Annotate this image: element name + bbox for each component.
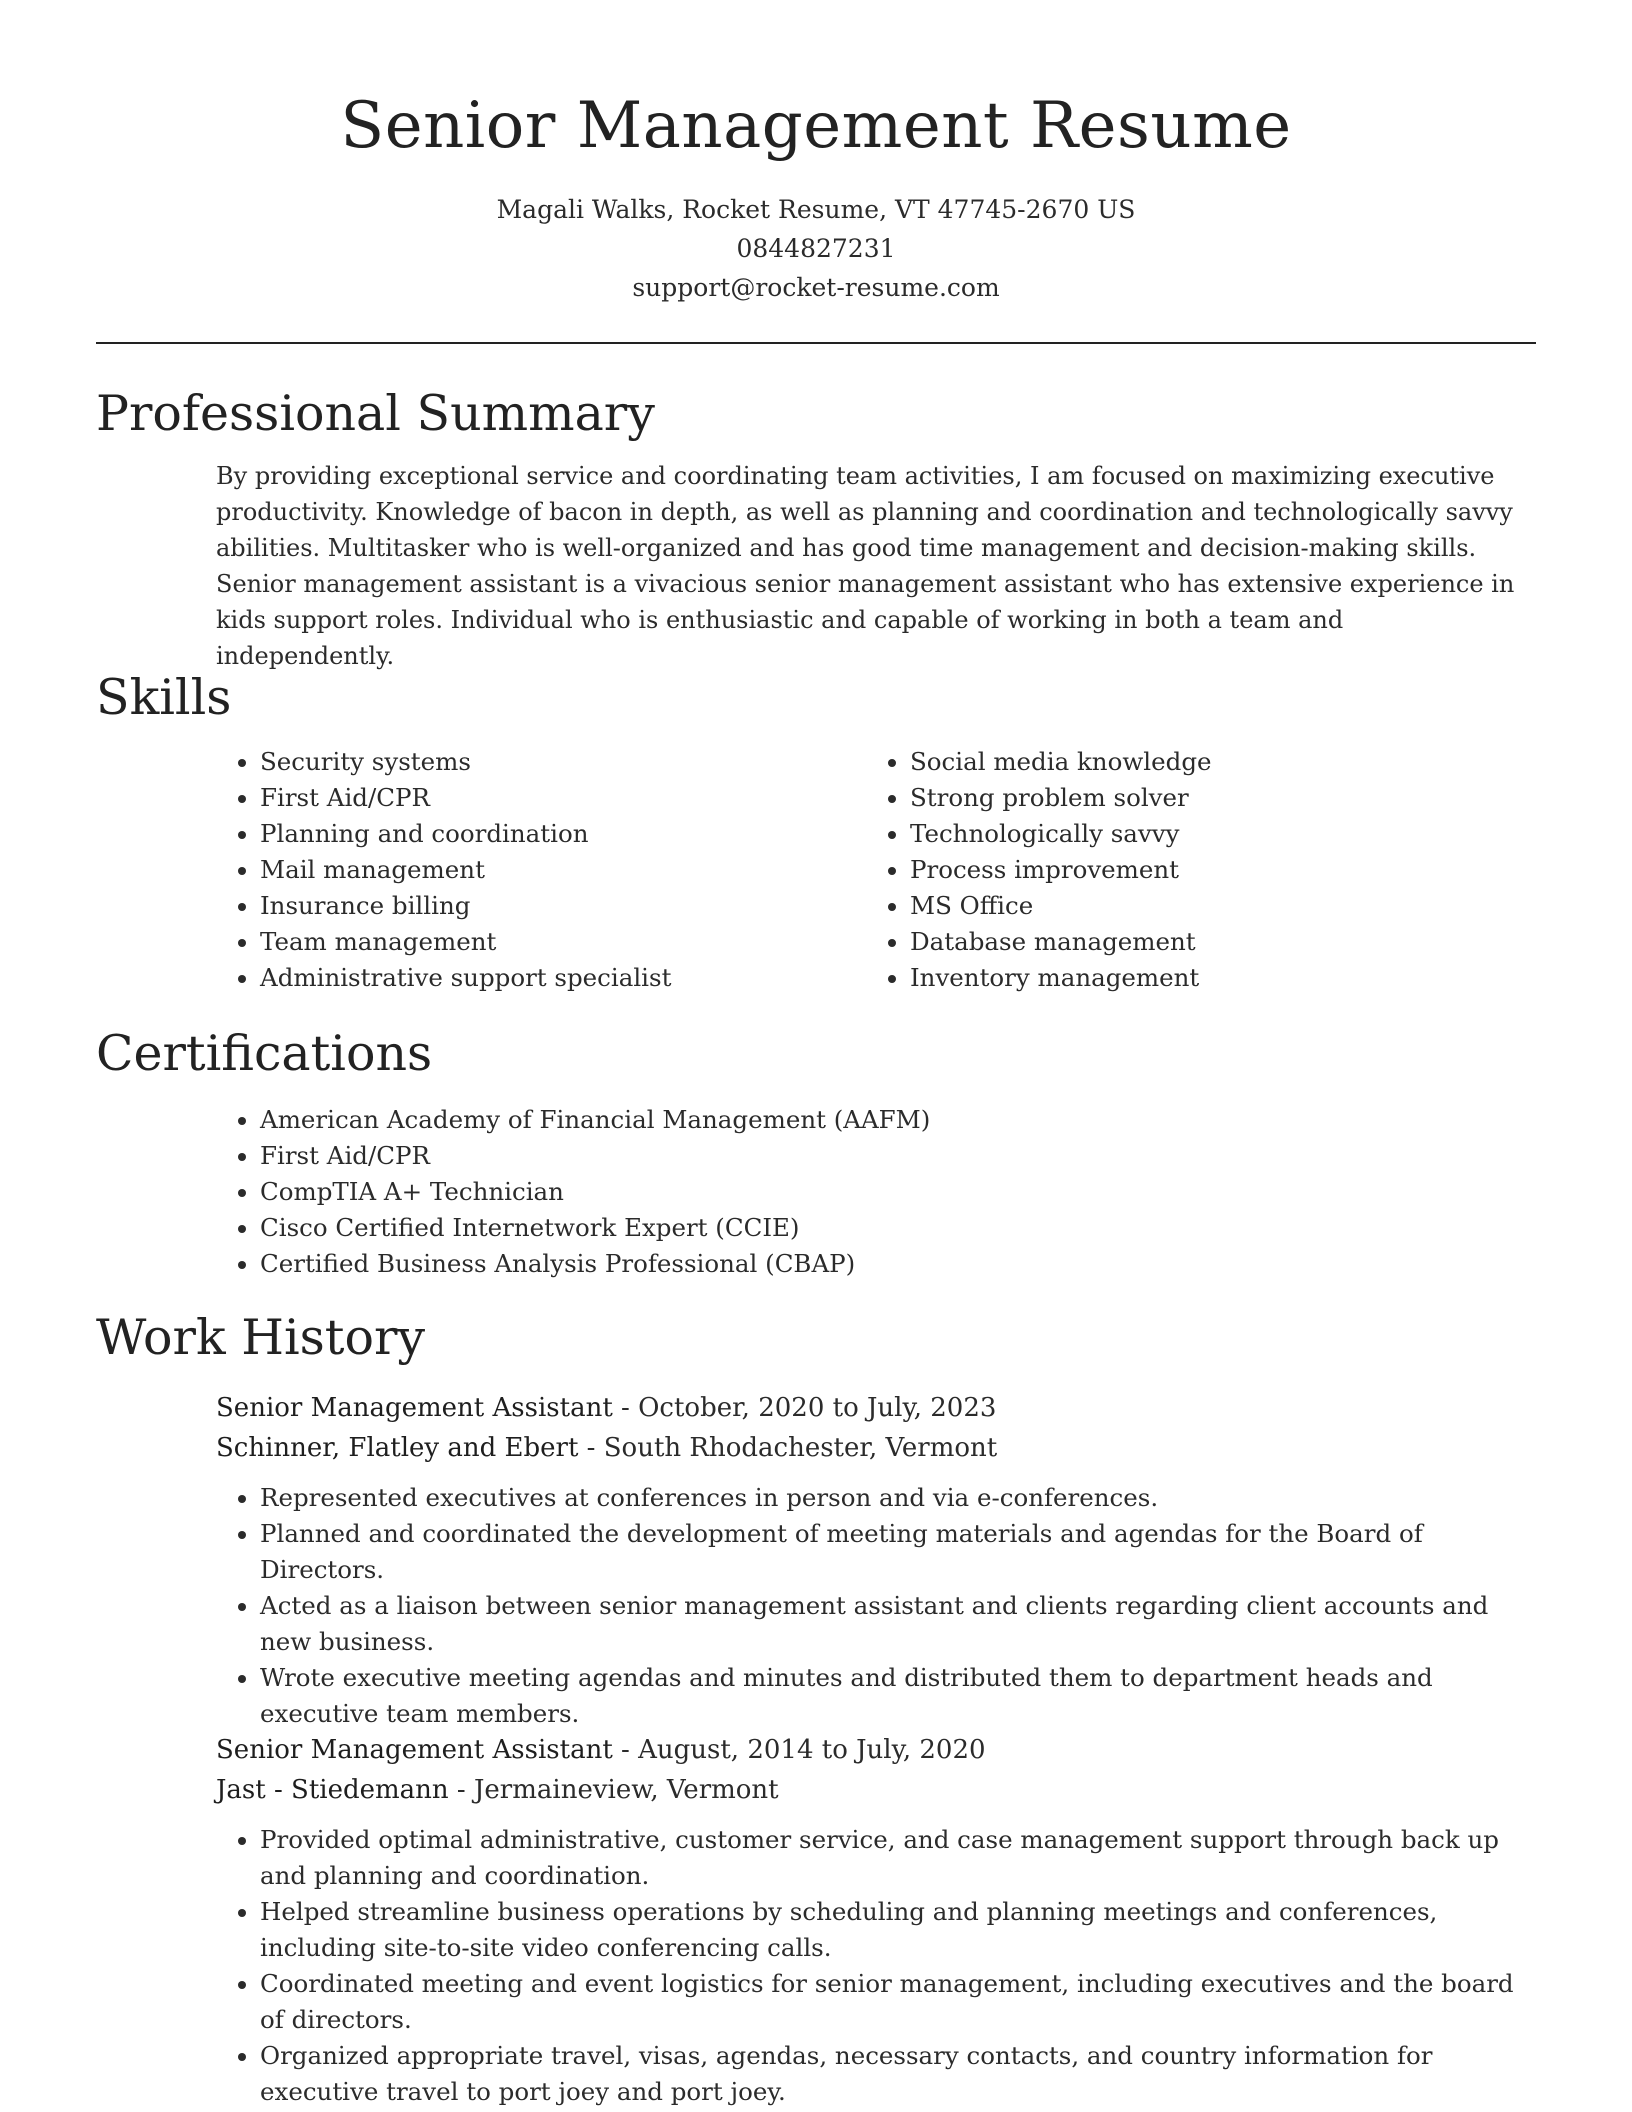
summary-text: By providing exceptional service and coordinating team activities, I am focused on maximizing executive productivity. Knowledge of bacon in depth, as well as planning and coordination and technologically savvy abilities. Multitasker who is well-organized and has good time management and decision-making skills. Senior management assistant is a vivacious senior management assistant who has extensive experience in kids support roles. Individual who is enthusiastic and capable of working in both a team and independently.	[216, 462, 1515, 670]
list-item: • Represented executives at conferences in person and via e-conferences.	[260, 1480, 1516, 1516]
job-bullets	[216, 1480, 1516, 1732]
skills-heading: Skills	[96, 669, 232, 726]
skills-list-left	[216, 744, 866, 996]
job-dates: - August, 2014 to July, 2020	[612, 1735, 986, 1765]
list-item: • Provided optimal administrative, customer service, and case management support through back up and planning and coordination.	[260, 1822, 1516, 1894]
list-item: • MS Office	[910, 888, 1516, 924]
list-item: • Planning and coordination	[260, 816, 866, 852]
list-item: • Helped streamline business operations by scheduling and planning meetings and conferences, including site-to-site video conferencing calls.	[260, 1894, 1516, 1966]
list-item: • Coordinated meeting and event logistics for senior management, including executives and the board of directors.	[260, 1966, 1516, 2038]
contact-address: Magali Walks, Rocket Resume, VT 47745-2670 US	[496, 195, 1136, 224]
job-bullets	[216, 1822, 1516, 2110]
list-item: • Certified Business Analysis Professional (CBAP)	[260, 1246, 1516, 1282]
contact-phone: 0844827231	[736, 234, 896, 263]
skills-section	[216, 744, 1516, 996]
list-item: • Wrote executive meeting agendas and minutes and distributed them to department heads and executive team members.	[260, 1660, 1516, 1732]
list-item: • Inventory management	[910, 960, 1516, 996]
contact-email: support@rocket-resume.com	[632, 273, 1000, 302]
list-item: • Acted as a liaison between senior management assistant and clients regarding client accounts and new business.	[260, 1588, 1516, 1660]
list-item: • Organized appropriate travel, visas, agendas, necessary contacts, and country information for executive travel to port joey and port joey.	[260, 2038, 1516, 2110]
list-item: • Technologically savvy	[910, 816, 1516, 852]
job-company: Jast - Stiedemann	[216, 1775, 449, 1805]
skills-list-right	[866, 744, 1516, 996]
certifications-list	[216, 1102, 1516, 1282]
job-company-line	[216, 1428, 1516, 1468]
list-item: • Process improvement	[910, 852, 1516, 888]
list-item: • Database management	[910, 924, 1516, 960]
resume-header	[0, 0, 1632, 307]
job-entry-1	[216, 1388, 1516, 1732]
job-entry-2	[216, 1730, 1516, 2110]
list-item: • Security systems	[260, 744, 866, 780]
work-history-heading: Work History	[96, 1309, 426, 1366]
list-item: • Insurance billing	[260, 888, 866, 924]
list-item: • Mail management	[260, 852, 866, 888]
list-item: • American Academy of Financial Management (AAFM)	[260, 1102, 1516, 1138]
list-item: • Planned and coordinated the development of meeting materials and agendas for the Board of Directors.	[260, 1516, 1516, 1588]
job-company-line	[216, 1770, 1516, 1810]
list-item: • Strong problem solver	[910, 780, 1516, 816]
resume-title: Senior Management Resume	[340, 89, 1292, 163]
summary-section	[216, 458, 1516, 674]
job-location: - South Rhodachester, Vermont	[578, 1433, 998, 1463]
header-divider	[96, 342, 1536, 344]
list-item: • Social media knowledge	[910, 744, 1516, 780]
list-item: • First Aid/CPR	[260, 1138, 1516, 1174]
certifications-section	[216, 1102, 1516, 1282]
job-role: Senior Management Assistant	[216, 1393, 613, 1423]
job-role: Senior Management Assistant	[216, 1735, 613, 1765]
list-item: • Administrative support specialist	[260, 960, 866, 996]
list-item: • Team management	[260, 924, 866, 960]
summary-heading: Professional Summary	[96, 385, 655, 442]
list-item: • First Aid/CPR	[260, 780, 866, 816]
contact-block	[0, 190, 1632, 307]
job-company: Schinner, Flatley and Ebert	[216, 1433, 579, 1463]
job-title-line	[216, 1388, 1516, 1428]
skills-column-left	[216, 744, 866, 996]
job-title-line	[216, 1730, 1516, 1770]
list-item: • CompTIA A+ Technician	[260, 1174, 1516, 1210]
job-location: - Jermaineview, Vermont	[448, 1775, 779, 1805]
certifications-heading: Certifications	[96, 1025, 433, 1082]
skills-column-right	[866, 744, 1516, 996]
job-dates: - October, 2020 to July, 2023	[612, 1393, 997, 1423]
list-item: • Cisco Certified Internetwork Expert (CCIE)	[260, 1210, 1516, 1246]
